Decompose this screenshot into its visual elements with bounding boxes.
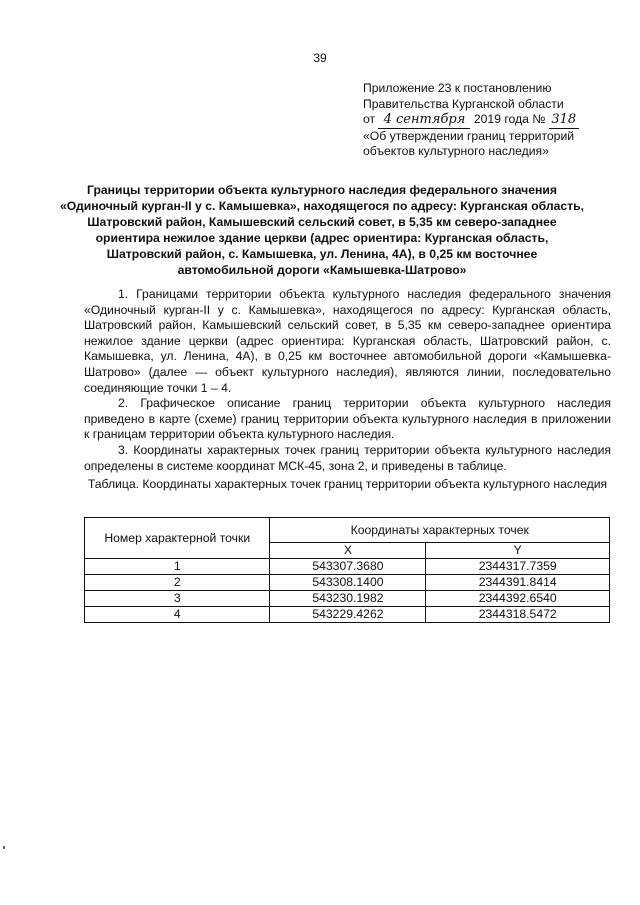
handwritten-number: 318 [549,112,579,129]
coordinates-table [84,517,610,623]
cell-point: 4 [85,607,270,623]
table-header-row [85,518,610,543]
cell-y: 2344392.6540 [426,591,610,607]
cell-point: 1 [85,559,270,575]
cell-x: 543308.1400 [270,575,426,591]
cell-point: 3 [85,591,270,607]
scan-artifact [3,846,5,849]
cell-x: 543307.3680 [270,559,426,575]
cell-x: 543229.4262 [270,607,426,623]
appendix-line-4: «Об утверждении границ территорий [363,128,575,143]
table-caption: Таблица. Координаты характерных точек границ территории объекта культурного наследия [87,477,608,491]
document-title: Границы территории объекта культурного наследия федерального значения «Одиночный курган-II у с. Камышевка», находящегося по адресу: Курганская область, Шатровский район, Камышевский сельский совет, в 5,35 км северо-западнее ориентира нежилое здание церкви (адрес ориентира: Курганская область, Шатровский район, с. Камышевка, ул. Ленина, 4А), в 0,25 км восточнее автомобильной дороги «Камышевка-Шатрово» [60,183,584,277]
paragraph-1: 1. Границами территории объекта культурного наследия федерального значения «Одиночный курган-II у с. Камышевка», находящегося по адресу: Курганская область, Шатровский район, Камышевский сельский совет, в 5,35 км северо-западнее ориентира нежилое здание церкви (адрес ориентира: Курганская область, Шатровский район, с. Камышевка, ул. Ленина, 4А), в 0,25 км восточнее автомобильной дороги «Камышевка-Шатрово» (далее — объект культурного наследия), являются линии, последовательно соединяющие точки 1 – 4. [84,287,611,395]
header-y: Y [426,543,610,559]
appendix-from-label: от [363,112,376,126]
cell-y: 2344317.7359 [426,559,610,575]
paragraph-3: 3. Координаты характерных точек границ территории объекта культурного наследия определены в системе координат МСК-45, зона 2, и приведены в таблице. [84,442,611,473]
cell-x: 543230.1982 [270,591,426,607]
header-coordinates: Координаты характерных точек [270,518,610,543]
paragraph-2: 2. Графическое описание границ территории объекта культурного наследия приведено в карте (схеме) границ территории объекта культурного наследия в приложении к границам территории объекта культурного наследия. [84,396,611,442]
appendix-line-1: Приложение 23 к постановлению [363,81,552,95]
table-row [85,559,610,575]
body-text [84,287,611,474]
handwritten-date: 4 сентября [378,112,470,129]
appendix-year-text: 2019 года № [473,112,546,126]
page-number: 39 [313,51,327,65]
header-x: X [270,543,426,559]
appendix-line-2: Правительства Курганской области [363,96,564,111]
appendix-block [363,81,633,160]
table-row [85,591,610,607]
cell-y: 2344318.5472 [426,607,610,623]
cell-y: 2344391.8414 [426,575,610,591]
header-point-number: Номер характерной точки [85,518,270,559]
appendix-line-5: объектов культурного наследия» [363,144,549,158]
table-row [85,575,610,591]
cell-point: 2 [85,575,270,591]
table-row [85,607,610,623]
appendix-date-line [363,112,633,129]
